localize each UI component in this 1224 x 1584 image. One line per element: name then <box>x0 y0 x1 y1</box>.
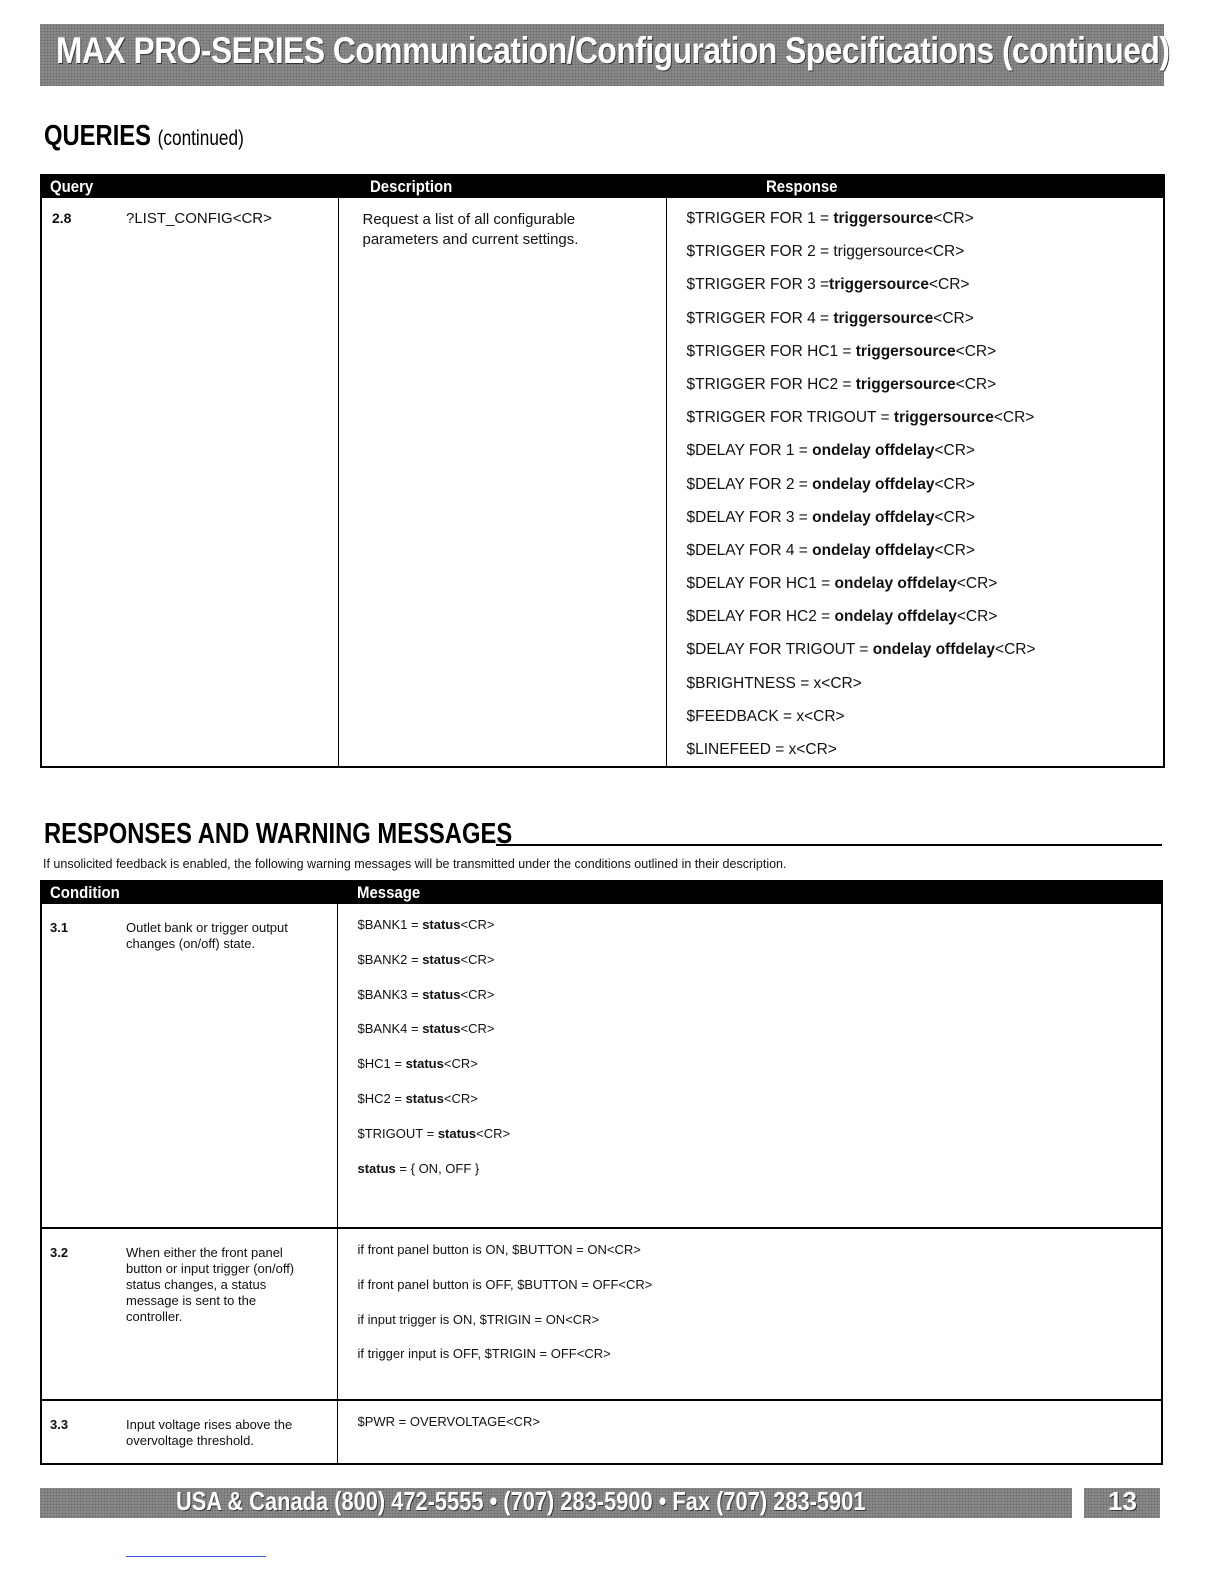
message-line-suffix: = { ON, OFF } <box>395 1160 480 1176</box>
response-line-param: ondelay offdelay <box>812 541 935 559</box>
response-line-suffix: <CR> <box>995 641 1036 659</box>
condition-row <box>41 1400 1162 1464</box>
message-line-text: if input trigger is ON, $TRIGIN = ON<CR> <box>357 1311 600 1327</box>
response-line-text: $DELAY FOR HC1 = <box>686 575 835 593</box>
message-line <box>358 1125 1162 1160</box>
response-line-text: $FEEDBACK = x<CR> <box>686 707 845 725</box>
condition-cell <box>41 1400 337 1464</box>
response-line <box>687 302 1164 335</box>
response-line-suffix: <CR> <box>955 342 997 360</box>
response-line-suffix: <CR> <box>928 276 970 294</box>
heading-rule <box>496 844 1162 846</box>
message-line <box>358 1160 1162 1195</box>
description-cell <box>338 198 666 767</box>
response-line-suffix: <CR> <box>955 375 997 393</box>
response-line-param: triggersource <box>829 276 929 294</box>
response-line-text: $TRIGGER FOR HC2 = <box>686 375 856 393</box>
message-line-suffix: <CR> <box>460 917 495 932</box>
message-cell <box>337 904 1162 1228</box>
queries-heading-sub: (continued) <box>157 127 244 150</box>
response-line-suffix: triggersource<CR> <box>833 243 965 261</box>
response-line-param: ondelay offdelay <box>812 475 935 493</box>
condition-row <box>41 1228 1162 1400</box>
response-line-param: ondelay offdelay <box>834 608 957 626</box>
response-line <box>687 235 1164 268</box>
col-header-message: Message <box>337 881 1162 904</box>
responses-heading: RESPONSES AND WARNING MESSAGES <box>44 818 513 850</box>
page-title: MAX PRO-SERIES Communication/Configuration Specifications (continued) <box>56 30 1170 71</box>
message-line-text: if front panel button is OFF, $BUTTON = OFF<CR> <box>357 1276 653 1292</box>
response-line-text: $TRIGGER FOR 3 = <box>686 276 830 294</box>
query-description: Request a list of all configurable parameters and current settings. <box>362 211 579 248</box>
response-line <box>687 335 1164 368</box>
condition-number: 3.2 <box>50 1245 69 1260</box>
message-line-text: $TRIGOUT = <box>357 1125 438 1141</box>
message-line <box>358 986 1162 1021</box>
responses-header-row <box>41 881 1162 904</box>
col-header-response: Response <box>666 175 1164 198</box>
message-line <box>358 1020 1162 1055</box>
response-line <box>687 633 1164 666</box>
response-line-suffix: <CR> <box>933 309 974 327</box>
message-line-text: $PWR = OVERVOLTAGE<CR> <box>357 1414 540 1429</box>
response-line <box>687 534 1164 567</box>
footer-contact: USA & Canada (800) 472-5555 • (707) 283-5900 • Fax (707) 283-5901 <box>176 1486 866 1516</box>
response-line-suffix: <CR> <box>956 608 998 626</box>
message-line-param: status <box>437 1125 477 1141</box>
response-line <box>687 434 1164 467</box>
query-row <box>41 198 1164 767</box>
message-line <box>358 1311 1162 1346</box>
message-line <box>358 1090 1162 1125</box>
response-line-param: ondelay offdelay <box>834 575 957 593</box>
response-line-text: $DELAY FOR 4 = <box>686 541 813 559</box>
condition-cell <box>41 1228 337 1400</box>
col-header-description: Description <box>338 175 666 198</box>
response-line-param: triggersource <box>855 375 956 393</box>
response-line-text: $TRIGGER FOR TRIGOUT = <box>686 409 894 427</box>
response-line-text: $TRIGGER FOR HC1 = <box>686 342 856 360</box>
message-line-text: $HC1 = <box>357 1056 406 1072</box>
response-line-param: triggersource <box>833 309 934 327</box>
message-line-text: $BANK2 = <box>357 951 423 967</box>
message-cell <box>337 1400 1162 1464</box>
condition-cell <box>41 904 337 1228</box>
condition-number: 3.3 <box>50 1417 69 1432</box>
message-line-suffix: <CR> <box>476 1125 511 1141</box>
message-line-suffix: <CR> <box>443 1090 478 1106</box>
response-line-param: triggersource <box>855 342 956 360</box>
queries-heading-text: QUERIES <box>44 120 152 152</box>
message-line-param: status <box>357 1160 396 1176</box>
message-line <box>358 916 1162 951</box>
responses-table <box>40 880 1163 1465</box>
message-line-param: status <box>422 986 461 1002</box>
response-line <box>687 202 1164 235</box>
queries-heading <box>44 120 244 153</box>
message-line-text: if trigger input is OFF, $TRIGIN = OFF<CR> <box>357 1346 611 1362</box>
response-line <box>687 667 1164 700</box>
response-line <box>687 501 1164 534</box>
query-command: ?LIST_CONFIG<CR> <box>126 210 272 227</box>
message-line-suffix: <CR> <box>460 1021 495 1037</box>
response-line-text: $TRIGGER FOR 2 = <box>686 243 834 261</box>
response-line-suffix: <CR> <box>933 210 974 227</box>
message-line-suffix: <CR> <box>460 986 495 1002</box>
response-line-suffix: <CR> <box>993 409 1035 427</box>
response-line-text: $TRIGGER FOR 4 = <box>686 309 834 327</box>
condition-text: When either the front panel button or input trigger (on/off) status changes, a status message is sent to the controller. <box>126 1245 295 1324</box>
response-line-text: $TRIGGER FOR 1 = <box>686 210 834 227</box>
response-line-suffix: <CR> <box>934 475 975 493</box>
response-line-text: $DELAY FOR HC2 = <box>686 608 835 626</box>
response-line-suffix: <CR> <box>934 442 975 460</box>
response-line-suffix: <CR> <box>956 575 998 593</box>
response-cell <box>666 198 1164 767</box>
message-line-suffix: <CR> <box>443 1056 478 1072</box>
response-line <box>687 733 1164 766</box>
response-line-suffix: <CR> <box>934 541 975 559</box>
response-line-param: ondelay offdelay <box>812 442 935 460</box>
message-line-param: status <box>405 1090 444 1106</box>
response-line-param: ondelay offdelay <box>872 641 996 659</box>
response-line <box>687 468 1164 501</box>
message-line-text: $BANK1 = <box>357 917 423 932</box>
message-line-param: status <box>422 951 461 967</box>
response-line <box>687 368 1164 401</box>
response-line <box>687 700 1164 733</box>
message-line-text: if front panel button is ON, $BUTTON = ON<CR> <box>357 1242 641 1257</box>
response-line <box>687 268 1164 301</box>
queries-table <box>40 174 1165 768</box>
message-line <box>358 1345 1162 1380</box>
message-line <box>358 951 1162 986</box>
col-header-condition: Condition <box>41 881 337 904</box>
condition-row <box>41 904 1162 1228</box>
response-line-param: triggersource <box>893 409 994 427</box>
response-line <box>687 401 1164 434</box>
query-cell <box>41 198 338 767</box>
response-line-text: $DELAY FOR TRIGOUT = <box>686 641 873 659</box>
response-line-param: triggersource <box>833 210 934 227</box>
col-header-query: Query <box>41 175 338 198</box>
response-line-text: $BRIGHTNESS = x<CR> <box>686 674 862 692</box>
message-line <box>358 1055 1162 1090</box>
message-line-text: $HC2 = <box>357 1090 406 1106</box>
link-underline <box>126 1556 266 1557</box>
message-line-param: status <box>422 1021 461 1037</box>
condition-text: Input voltage rises above the overvoltage threshold. <box>126 1417 293 1448</box>
message-line-param: status <box>405 1056 444 1072</box>
response-line-suffix: <CR> <box>934 508 975 526</box>
query-number: 2.8 <box>52 210 72 226</box>
message-line-text: $BANK3 = <box>357 986 423 1002</box>
response-line <box>687 567 1164 600</box>
condition-text: Outlet bank or trigger output changes (on/off) state. <box>126 920 288 951</box>
responses-intro: If unsolicited feedback is enabled, the following warning messages will be transmitted under the conditions outlined in their description. <box>43 857 787 871</box>
message-line-suffix: <CR> <box>460 951 495 967</box>
queries-header-row <box>41 175 1164 198</box>
response-line-text: $LINEFEED = x<CR> <box>686 741 837 758</box>
message-cell <box>337 1228 1162 1400</box>
response-line-text: $DELAY FOR 2 = <box>686 475 813 493</box>
response-line-text: $DELAY FOR 1 = <box>686 442 813 460</box>
response-line-param: ondelay offdelay <box>812 508 935 526</box>
condition-number: 3.1 <box>50 920 69 935</box>
message-line <box>358 1241 1162 1276</box>
message-line <box>358 1413 1162 1448</box>
response-line <box>687 600 1164 633</box>
message-line <box>358 1276 1162 1311</box>
message-line-param: status <box>422 917 461 932</box>
response-line-text: $DELAY FOR 3 = <box>686 508 813 526</box>
page-number: 13 <box>1108 1486 1137 1516</box>
message-line-text: $BANK4 = <box>357 1021 423 1037</box>
